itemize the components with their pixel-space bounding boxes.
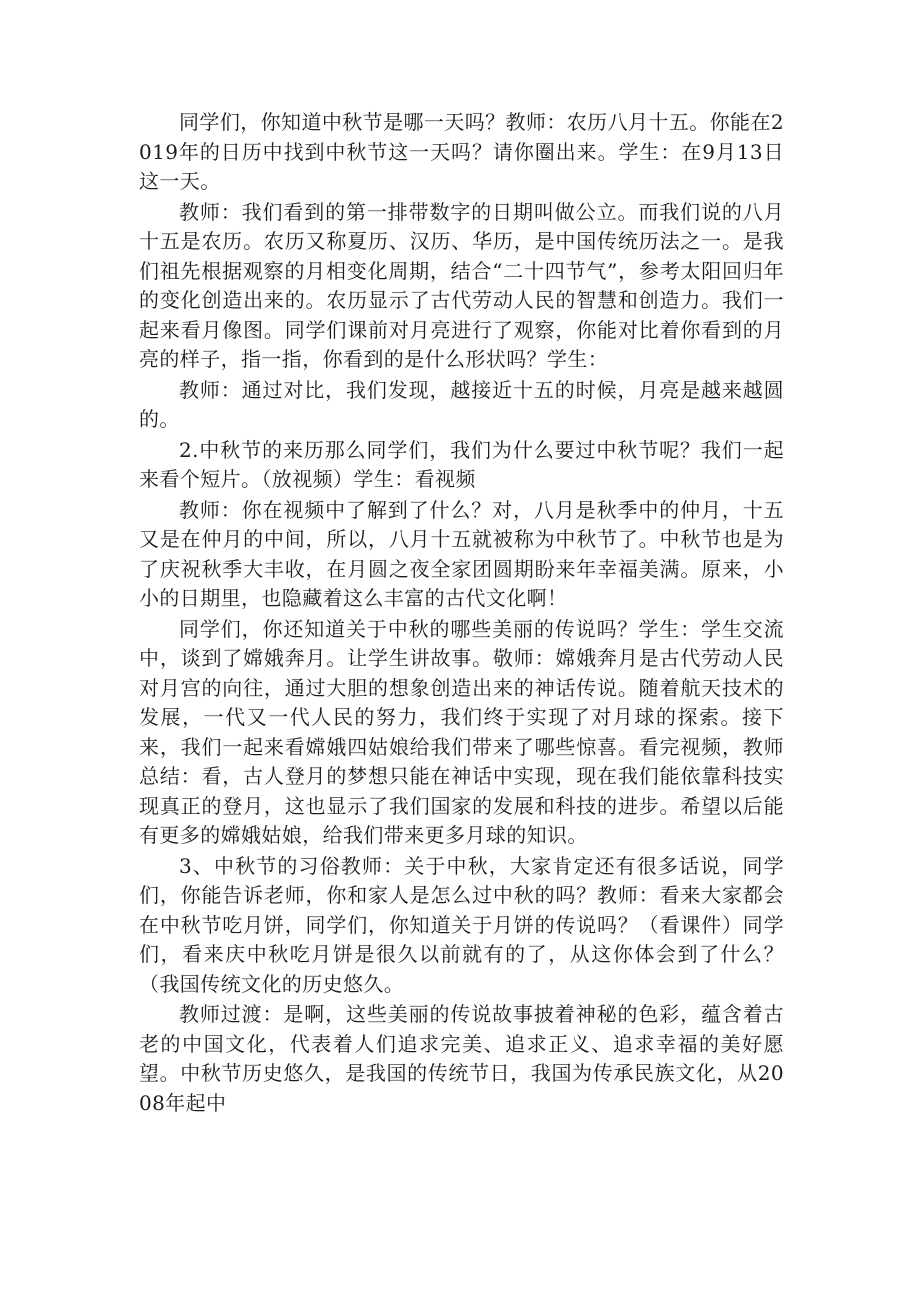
paragraph-transition: 教师过渡：是啊，这些美丽的传说故事披着神秘的色彩，蕴含着古老的中国文化，代表着人们追求完美、追求正义、追求幸福的美好愿望。中秋节历史悠久，是我国的传统节日，我国为传承民族文化，从2008年起中 xyxy=(139,1002,784,1115)
document-page xyxy=(139,108,784,1119)
paragraph-festival-origin: 2.中秋节的来历那么同学们，我们为什么要过中秋节呢？我们一起来看个短片。（放视频）学生：看视频 xyxy=(139,437,784,491)
paragraph-legends: 同学们，你还知道关于中秋的哪些美丽的传说吗？学生：学生交流中，谈到了嫦娥奔月。让学生讲故事。敬师：嫦娥奔月是古代劳动人民对月宫的向往，通过大胆的想象创造出来的神话传说。随着航天技术的发展，一代又一代人民的努力，我们终于实现了对月球的探索。接下来，我们一起来看嫦娥四姑娘给我们带来了哪些惊喜。看完视频，教师总结：看，古人登月的梦想只能在神话中实现，现在我们能依靠科技实现真正的登月，这也显示了我们国家的发展和科技的进步。希望以后能有更多的嫦娥姑娘，给我们带来更多月球的知识。 xyxy=(139,616,784,847)
paragraph-video-discussion: 教师：你在视频中了解到了什么？对，八月是秋季中的仲月，十五又是在仲月的中间，所以，八月十五就被称为中秋节了。中秋节也是为了庆祝秋季大丰收，在月圆之夜全家团圆期盼来年幸福美满。原来，小小的日期里，也隐藏着这么丰富的古代文化啊！ xyxy=(139,497,784,610)
paragraph-date-question: 同学们，你知道中秋节是哪一天吗？教师：农历八月十五。你能在2019年的日历中找到中秋节这一天吗？请你圈出来。学生：在9月13日这一天。 xyxy=(139,110,784,193)
paragraph-customs: 3、中秋节的习俗教师：关于中秋，大家肯定还有很多话说，同学们，你能告诉老师，你和家人是怎么过中秋的吗？教师：看来大家都会在中秋节吃月饼，同学们，你知道关于月饼的传说吗？（看课件）同学们，看来庆中秋吃月饼是很久以前就有的了，从这你体会到了什么？（我国传统文化的历史悠久。 xyxy=(139,853,784,996)
paragraph-moon-observation: 教师：通过对比，我们发现，越接近十五的时候，月亮是越来越圆的。 xyxy=(139,377,784,431)
paragraph-lunar-calendar: 教师：我们看到的第一排带数字的日期叫做公立。而我们说的八月十五是农历。农历又称夏历、汉历、华历，是中国传统历法之一。是我们祖先根据观察的月相变化周期，结合“二十四节气”，参考太阳回归年的变化创造出来的。农历显示了古代劳动人民的智慧和创造力。我们一起来看月像图。同学们课前对月亮进行了观察，你能对比着你看到的月亮的样子，指一指，你看到的是什么形状吗？学生： xyxy=(139,199,784,371)
